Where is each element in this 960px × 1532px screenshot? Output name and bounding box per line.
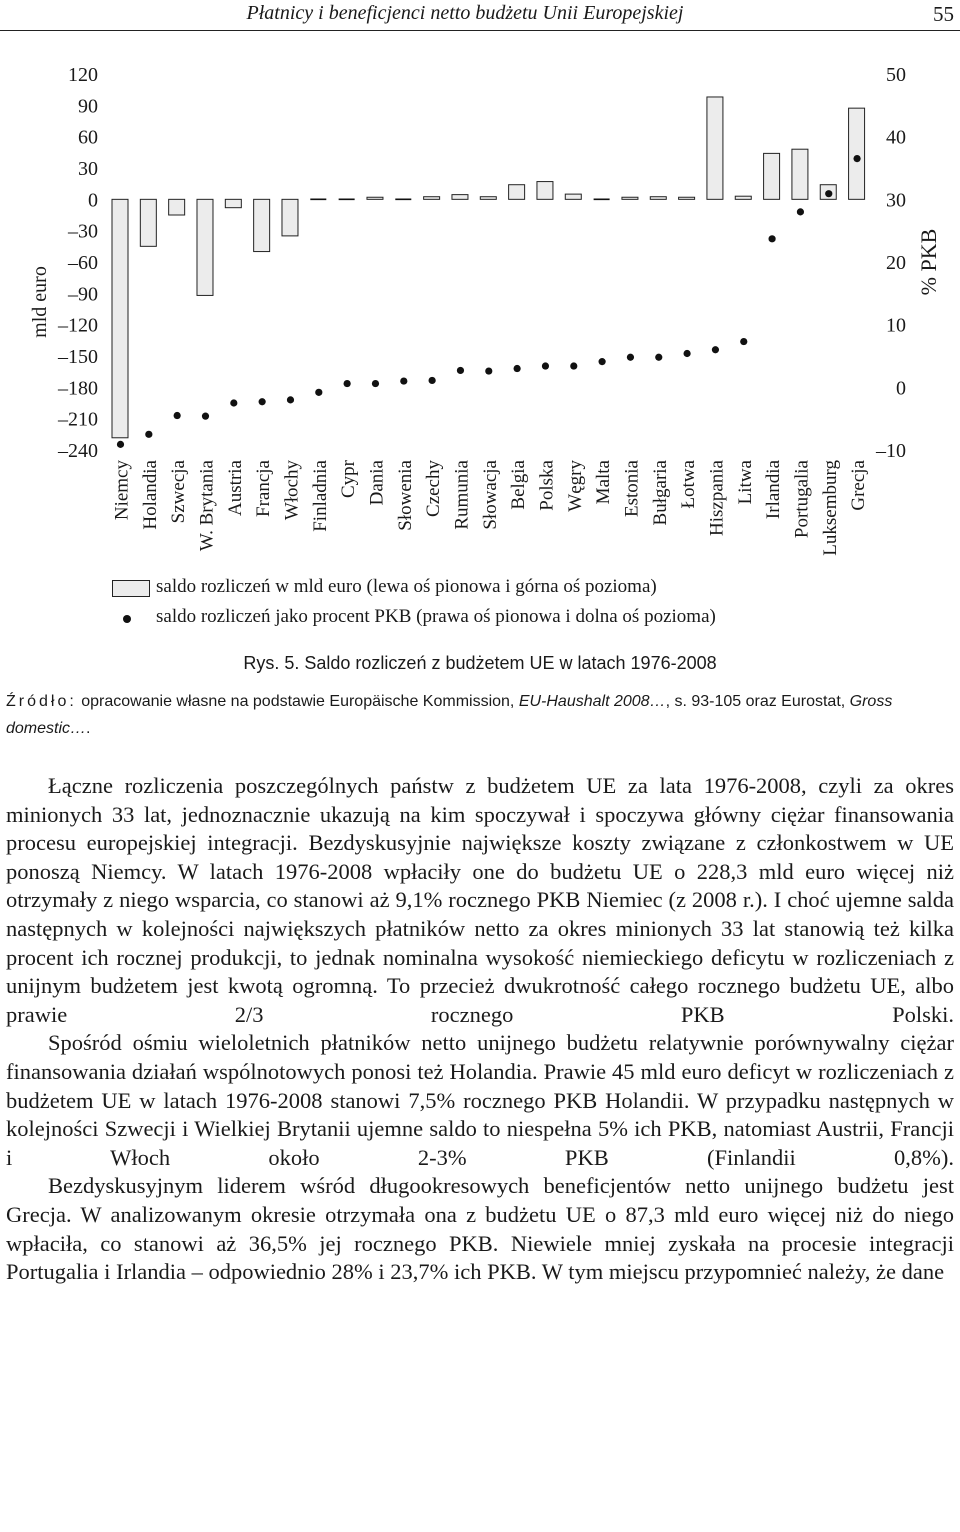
running-title: Płatnicy i beneficjenci netto budżetu Unii Europejskiej xyxy=(246,2,684,24)
left-tick-label: 60 xyxy=(78,126,98,149)
body-text xyxy=(6,772,954,1287)
left-axis-label: mld euro xyxy=(29,266,51,338)
legend-item-dots xyxy=(108,606,908,636)
category-label: Luksemburg xyxy=(819,460,841,556)
category-label: Łotwa xyxy=(678,460,700,509)
left-tick-label: 30 xyxy=(78,158,98,180)
right-tick-label: –10 xyxy=(876,440,906,462)
source-text-a: opracowanie własne na podstawie Europäische Kommission, xyxy=(76,693,519,710)
bar xyxy=(622,197,638,199)
right-tick-label: 10 xyxy=(886,314,906,337)
right-tick-label: 0 xyxy=(896,377,906,400)
bar xyxy=(140,199,156,246)
source-italic-b: Gross domestic… xyxy=(6,693,893,737)
left-tick-label: 90 xyxy=(78,95,98,118)
data-point xyxy=(655,354,662,361)
category-label: Słowacja xyxy=(479,460,501,530)
paragraph-3: Bezdyskusyjnym liderem wśród długookresowych beneficjentów netto unijnego budżetu jest Grecja. W analizowanym okresie otrzymała ona z budżetu UE o 87,3 mld euro więcej niż do niego wpłaciła, co stanowi aż 36,5% jej rocznego PKB. Niewiele mniej zyskała na procesie integracji Portugalia i Irlandia – odpowiednio 28% i 23,7% ich PKB. W tym miejscu przypomnieć należy, że dane xyxy=(6,1173,954,1285)
left-tick-label: –120 xyxy=(58,314,98,337)
category-label: Francja xyxy=(253,460,275,517)
data-point xyxy=(514,365,521,372)
data-point xyxy=(287,396,294,403)
left-tick-label: –210 xyxy=(58,408,98,431)
bar xyxy=(480,197,496,200)
category-label: Hiszpania xyxy=(706,460,728,536)
paragraph-2: Spośród ośmiu wieloletnich płatników netto unijnego budżetu relatywnie porównywalny ciężar finansowania działań wspólnotowych ponosi też Holandia. Prawie 45 mld euro deficyt w rozliczeniach z budżetem UE w latach 1976-2008 stanowi 7,5% rocznego PKB Holandii. W przypadku następnych w kolejności Szwecji i Wielkiej Brytanii ujemne saldo to niespełna 5% ich PKB, natomiast Austrii, Francji i Włoch około 2-3% PKB (Finlandii 0,8%). xyxy=(6,1030,954,1170)
left-tick-label: 120 xyxy=(68,64,98,86)
page-number: 55 xyxy=(933,2,954,26)
left-tick-label: 0 xyxy=(88,189,98,212)
category-label: Węgry xyxy=(564,460,586,512)
legend-label-dots: saldo rozliczeń jako procent PKB (prawa oś pionowa i dolna oś pozioma) xyxy=(156,606,716,627)
bar xyxy=(112,199,128,437)
balance-chart xyxy=(0,40,960,600)
bar xyxy=(849,108,865,199)
left-tick-label: –90 xyxy=(68,283,98,306)
category-label: Rumunia xyxy=(451,460,473,530)
category-label: Dania xyxy=(366,460,388,506)
bar xyxy=(452,195,468,200)
category-label: Polska xyxy=(536,460,558,511)
data-point xyxy=(429,377,436,384)
data-point xyxy=(599,358,606,365)
right-tick-label: 20 xyxy=(886,252,906,274)
bar xyxy=(537,182,553,200)
category-label: Bułgaria xyxy=(649,460,671,526)
category-label: Finladnia xyxy=(309,460,331,532)
source-italic-a: EU-Haushalt 2008… xyxy=(518,693,666,710)
category-label: Grecja xyxy=(848,460,870,511)
data-point xyxy=(117,441,124,448)
category-label: Litwa xyxy=(734,460,756,505)
bar xyxy=(792,149,808,199)
category-label: Holandia xyxy=(139,460,161,530)
right-tick-label: 40 xyxy=(886,126,906,149)
paragraph-1: Łączne rozliczenia poszczególnych państw z budżetem UE za lata 1976-2008, czyli za okres minionych 33 lat, jednoznacznie ukazują na kim spoczywał i spoczywa główny ciężar finansowania procesu europejskiej integracji. Bezdyskusyjnie największe koszty związane z członkostwem w UE ponoszą Niemcy. W latach 1976-2008 wpłaciły one do budżetu UE o 228,3 mld euro więcej niż otrzymały z niego wsparcia, co stanowi aż 9,1% rocznego PKB Niemiec (z 2008 r.). I choć ujemne salda następnych w kolejności największych płatników netto za okres minionych 33 lat stanowią też kilka procent ich rocznej produkcji, to jednak nominalna wysokość niemieckiego deficytu w rozliczeniach z unijnym budżetem jest kwotą ogromną. To przecież dwukrotność całego rocznego budżetu UE, albo prawie 2/3 rocznego PKB Polski. xyxy=(6,773,954,1027)
left-tick-label: –30 xyxy=(68,220,98,243)
data-point xyxy=(457,367,464,374)
data-point xyxy=(202,413,209,420)
bar xyxy=(707,97,723,199)
chart-legend xyxy=(108,576,908,636)
data-point xyxy=(145,431,152,438)
left-tick-label: –150 xyxy=(58,346,98,368)
category-label: Irlandia xyxy=(763,460,785,520)
header-rule xyxy=(0,30,960,31)
category-label: Estonia xyxy=(621,460,643,517)
bar xyxy=(509,185,525,200)
bar xyxy=(197,199,213,295)
data-point xyxy=(768,235,775,242)
category-label: Niemcy xyxy=(111,460,133,521)
data-point xyxy=(797,208,804,215)
data-point xyxy=(740,338,747,345)
source-text-b: , s. 93-105 oraz Eurostat, xyxy=(665,693,850,710)
category-label: Szwecja xyxy=(168,460,190,524)
source-label: Źródło: xyxy=(6,693,77,710)
right-axis-label: % PKB xyxy=(916,228,941,296)
data-point xyxy=(570,362,577,369)
dot-marker-icon xyxy=(123,615,131,623)
data-point xyxy=(400,377,407,384)
figure-caption: Rys. 5. Saldo rozliczeń z budżetem UE w latach 1976-2008 xyxy=(243,653,717,673)
bar xyxy=(367,197,383,199)
data-point xyxy=(684,350,691,357)
legend-item-bars xyxy=(108,576,908,606)
data-point xyxy=(853,155,860,162)
bar xyxy=(764,153,780,199)
data-point xyxy=(259,398,266,405)
running-header xyxy=(0,0,960,32)
legend-label-bars: saldo rozliczeń w mld euro (lewa oś pionowa i górna oś pozioma) xyxy=(156,576,657,597)
right-tick-label: 50 xyxy=(886,64,906,86)
bar xyxy=(424,197,440,200)
category-label: Włochy xyxy=(281,460,303,521)
bar xyxy=(282,199,298,236)
left-tick-label: –180 xyxy=(58,377,98,400)
bar xyxy=(650,197,666,200)
data-point xyxy=(542,362,549,369)
bar-swatch-icon xyxy=(112,580,150,597)
category-label: Słowenia xyxy=(394,460,416,531)
data-point xyxy=(230,399,237,406)
bar xyxy=(679,197,695,199)
data-point xyxy=(485,367,492,374)
data-point xyxy=(344,380,351,387)
left-tick-label: –60 xyxy=(68,252,98,274)
figure-source xyxy=(6,688,954,742)
category-label: Portugalia xyxy=(791,460,813,539)
data-point xyxy=(174,412,181,419)
left-tick-label: –240 xyxy=(58,440,98,462)
data-point xyxy=(372,380,379,387)
bar xyxy=(254,199,270,251)
category-label: W. Brytania xyxy=(196,460,218,552)
source-text-c: . xyxy=(86,720,91,737)
category-label: Czechy xyxy=(423,460,445,517)
bar xyxy=(225,199,241,207)
data-point xyxy=(627,354,634,361)
bar xyxy=(735,196,751,199)
data-point xyxy=(712,346,719,353)
category-label: Cypr xyxy=(338,460,360,498)
data-point xyxy=(825,190,832,197)
bar xyxy=(169,199,185,215)
bar xyxy=(565,194,581,199)
data-point xyxy=(315,389,322,396)
right-tick-label: 30 xyxy=(886,189,906,212)
category-label: Belgia xyxy=(508,460,530,510)
category-label: Austria xyxy=(224,460,246,516)
category-label: Malta xyxy=(593,460,615,505)
